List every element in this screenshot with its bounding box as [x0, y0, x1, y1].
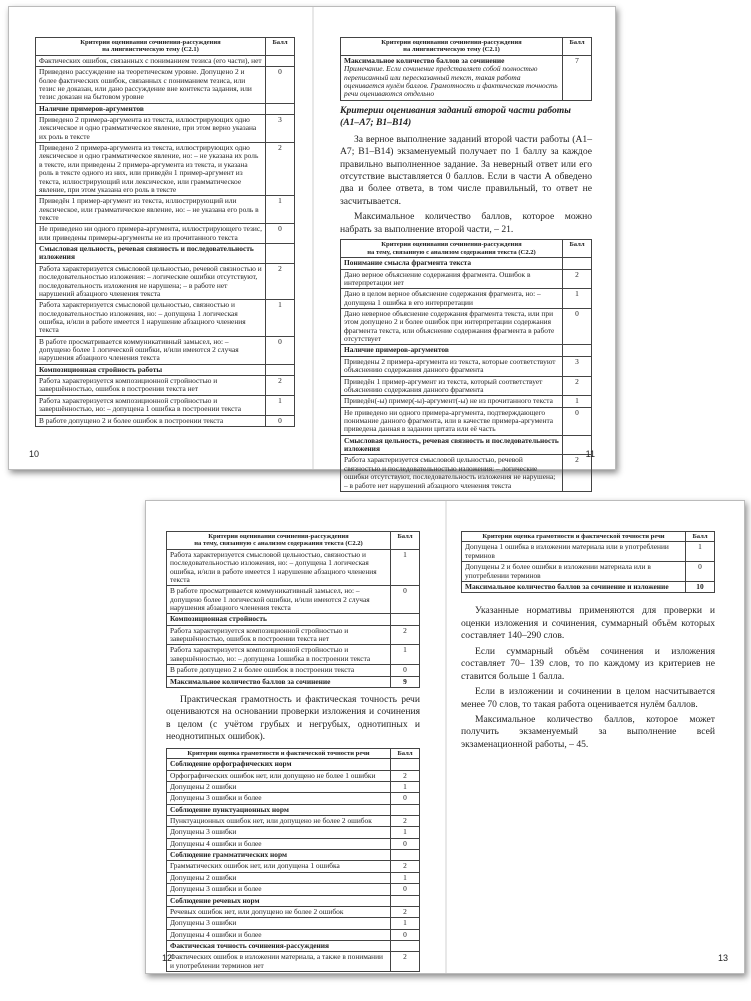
section-row [167, 940, 420, 951]
score-value: 2 [391, 861, 420, 872]
criterion-text: Приведён 1 пример-аргумент из текста, иллюстрирующий или лексическое, или грамматическое явление, но: – не указана его роль в тексте [36, 196, 266, 224]
criterion-text: Работа характеризуется смысловой цельностью, связностью и последовательностью изложения, но: – допущена 1 логическая ошибка, и/или в работе имеется 1 нарушение абзацного членения текста [167, 549, 391, 585]
literacy-criteria-table [166, 748, 420, 972]
table-row [341, 396, 592, 407]
criterion-text: Речевых ошибок нет, или допущено не более 2 ошибок [167, 906, 391, 917]
criterion-text: Композиционная стройность [167, 614, 391, 625]
section-row [167, 850, 420, 861]
criterion-text: Наличие примеров-аргументов [341, 345, 563, 356]
score-value: 3 [563, 356, 592, 376]
score-value [266, 55, 295, 66]
criterion-text: Фактическая точность сочинения-рассуждения [167, 940, 391, 951]
norms-text [461, 605, 715, 751]
score-value: 0 [391, 793, 420, 804]
score-value: 2 [266, 376, 295, 396]
section-row [36, 244, 295, 264]
score-value [266, 244, 295, 264]
criterion-text: Наличие примеров-аргументов [36, 103, 266, 114]
criterion-text: Работа характеризуется смысловой цельностью, связностью и последовательностью изложения, но: – допущена 1 логическая ошибка, и/или в работе имеется 1 нарушение абзацного членения текста [36, 300, 266, 336]
max-score-value: 7 [563, 55, 592, 100]
score-value: 0 [266, 67, 295, 103]
page-13 [447, 501, 744, 973]
table-row [167, 549, 420, 585]
table-row [167, 827, 420, 838]
score-value: 0 [563, 407, 592, 435]
criteria-table-c2-1-max [340, 37, 592, 101]
paragraph: Максимальное количество баллов, которое можно набрать за выполнение второй части, – 21. [340, 211, 592, 235]
criterion-text: В работе просматривается коммуникативный замысел, но: – допущено более 1 логической ошибки, и/или имеются 2 случая нарушения абзацного членения текста [167, 586, 391, 614]
paragraph: Если суммарный объём сочинения и изложения составляет 70– 139 слов, то по каждому из критериев не ставится больше 1 балла. [461, 645, 715, 682]
max-score-row [167, 676, 420, 687]
criterion-text: Не приведено ни одного примера-аргумента, иллюстрирующего тезис, или приведены примеры-аргументы не из прочитанного текста [36, 224, 266, 244]
criterion-text: В работе просматривается коммуникативный замысел, но: – допущено более 1 логической ошибки, и/или имеются 2 случая нарушения абзацного членения текста [36, 336, 266, 364]
table-row [341, 289, 592, 309]
criterion-text: Максимальное количество баллов за сочинение [167, 676, 391, 687]
score-column-header: Балл [563, 38, 592, 56]
table-row [167, 906, 420, 917]
page-10 [9, 7, 312, 469]
table-title: Критерии оценивания сочинения-рассуждения на тему, связанную с анализом содержания текста (С2.2) [167, 532, 391, 550]
table-row [167, 861, 420, 872]
criterion-text: Соблюдение грамматических норм [167, 850, 391, 861]
criterion-text: Смысловая цельность, речевая связность и последовательность изложения [341, 435, 563, 455]
table-row [167, 586, 420, 614]
section-row [167, 614, 420, 625]
score-value: 2 [266, 263, 295, 299]
criterion-text: Дано в целом верное объяснение содержания фрагмента, но: – допущена 1 ошибка в его интерпретации [341, 289, 563, 309]
page-number: 11 [585, 449, 595, 459]
section-row [341, 258, 592, 269]
table-row [36, 67, 295, 103]
table-row [36, 300, 295, 336]
table-row [341, 455, 592, 491]
score-column-header: Балл [391, 532, 420, 550]
score-value: 2 [391, 770, 420, 781]
section-row [167, 895, 420, 906]
table-row [36, 376, 295, 396]
table-row [167, 884, 420, 895]
criterion-text: Допущены 2 и более ошибки в изложении материала или в употреблении терминов [462, 562, 686, 582]
max-score-cell: Максимальное количество баллов за сочинение Примечание. Если сочинение представляет собой полностью переписанный или пересказанный текст, такая работа оценивается нулём баллов. Грамотность и фактическая точность речи оцениваются отдельно [341, 55, 563, 100]
score-value: 1 [391, 827, 420, 838]
score-value [391, 614, 420, 625]
section-heading: Критерии оценивания заданий второй части работы (А1–А7; В1–В14) [340, 104, 571, 129]
criterion-text: Допущены 3 ошибки и более [167, 884, 391, 895]
criterion-text: В работе допущено 2 и более ошибок в построении текста [36, 415, 266, 426]
score-value: 0 [391, 665, 420, 676]
score-value [266, 364, 295, 375]
score-value: 0 [266, 415, 295, 426]
page-11 [314, 7, 615, 490]
table-row [341, 356, 592, 376]
score-column-header: Балл [391, 748, 420, 758]
score-value: 1 [391, 549, 420, 585]
score-column-header: Балл [266, 38, 295, 56]
score-value: 2 [391, 952, 420, 972]
spread-pages-10-11 [8, 6, 616, 490]
criteria-table-c2-2-cont [166, 531, 420, 688]
criterion-text: Работа характеризуется композиционной стройностью и завершённостью, ошибок в построении текста нет [36, 376, 266, 396]
score-value: 3 [266, 115, 295, 143]
paragraph: Максимальное количество баллов, которое может получить экзаменуемый за выполнение всей экзаменационной работы, – 45. [461, 713, 715, 750]
score-value: 2 [391, 816, 420, 827]
score-value: 1 [266, 300, 295, 336]
page-number: 10 [29, 449, 40, 459]
score-value: 0 [563, 309, 592, 345]
criterion-text: Допущены 3 ошибки и более [167, 793, 391, 804]
score-value: 0 [391, 586, 420, 614]
table-row [462, 542, 715, 562]
score-value: 0 [686, 562, 715, 582]
score-value [391, 940, 420, 951]
paragraph: Указанные нормативы применяются для проверки и оценки изложения и сочинения, суммарный объём которых составляет 140–290 слов. [461, 605, 715, 642]
criterion-text: Не приведено ни одного примера-аргумента, подтверждающего понимание данного фрагмента, или в качестве примера-аргумента приведена данная в задании цитата или её часть [341, 407, 563, 435]
table-row [36, 395, 295, 415]
criterion-text: Допущены 4 ошибки и более [167, 838, 391, 849]
criterion-text: Смысловая цельность, речевая связность и последовательность изложения [36, 244, 266, 264]
table-row [341, 407, 592, 435]
criterion-text: Понимание смысла фрагмента текста [341, 258, 563, 269]
criterion-text: Допущены 2 ошибки [167, 781, 391, 792]
score-value: 0 [391, 838, 420, 849]
page-number: 12 [162, 953, 173, 963]
score-value [563, 345, 592, 356]
table-row [167, 645, 420, 665]
criterion-text: Работа характеризуется композиционной стройностью и завершённостью, но: – допущена 1 ошибка в построении текста [36, 395, 266, 415]
criterion-text: Работа характеризуется смысловой цельностью, речевой связностью и последовательностью изложения: – логические ошибки отсутствуют, последовательность изложения не нарушена; – в работе нет нарушений абзацного членения текста [36, 263, 266, 299]
paragraph: Практическая грамотность и фактическая точность речи оцениваются на основании проверки изложения и сочинения в целом (с учётом грубых и негрубых, однотипных и неоднотипных ошибок). [166, 693, 420, 743]
table-row [36, 143, 295, 196]
table-title: Критерии оценивания сочинения-рассуждения на лингвистическую тему (С2.1) [36, 38, 266, 56]
paragraph: За верное выполнение заданий второй части работы (А1–А7; В1–В14) экзаменуемый получает по 1 баллу за каждое правильно выполненное задание. За неверный ответ или его отсутствие выставляется 0 баллов. Если в части А обведено два и более ответа, в том числе правильный, то ответ не засчитывается. [340, 133, 592, 207]
score-value [266, 103, 295, 114]
score-value: 0 [391, 884, 420, 895]
table-row [36, 115, 295, 143]
criterion-text: Допущены 3 ошибки [167, 918, 391, 929]
table-row [167, 665, 420, 676]
part2-text [340, 105, 592, 237]
score-value: 0 [266, 336, 295, 364]
section-row [36, 103, 295, 114]
criterion-text: Допущены 4 ошибки и более [167, 929, 391, 940]
paragraph: Если в изложении и сочинении в целом насчитывается менее 70 слов, то такая работа оценивается нулём баллов. [461, 686, 715, 710]
criteria-table-c2-1 [35, 37, 295, 427]
table-row [167, 781, 420, 792]
score-value: 2 [391, 906, 420, 917]
table-title: Критерии оценивания сочинения-рассуждения на лингвистическую тему (С2.1) [341, 38, 563, 56]
table-title: Критерии оценка грамотности и фактической точности речи [167, 748, 391, 758]
score-value: 2 [563, 269, 592, 289]
score-column-header: Балл [563, 240, 592, 258]
section-row [36, 364, 295, 375]
section-row [341, 345, 592, 356]
table-row [167, 952, 420, 972]
score-value [391, 850, 420, 861]
table-row [341, 376, 592, 396]
section-row [167, 759, 420, 770]
criterion-text: Работа характеризуется композиционной стройностью и завершённостью, но: – допущена 1ошибка в построении текста [167, 645, 391, 665]
criterion-text: Допущены 3 ошибки [167, 827, 391, 838]
literacy-criteria-table-cont [461, 531, 715, 593]
criterion-text: Орфографических ошибок нет, или допущено не более 1 ошибки [167, 770, 391, 781]
score-value [391, 759, 420, 770]
criterion-text: Дано верное объяснение содержания фрагмента. Ошибок в интерпретации нет [341, 269, 563, 289]
criterion-text: Допущена 1 ошибка в изложении материала или в употреблении терминов [462, 542, 686, 562]
table-title: Критерии оценивания сочинения-рассуждения на тему, связанную с анализом содержания текста (С2.2) [341, 240, 563, 258]
table-row [167, 838, 420, 849]
score-value [391, 895, 420, 906]
score-value: 1 [266, 395, 295, 415]
score-value: 1 [391, 918, 420, 929]
table-row [167, 929, 420, 940]
table-row [341, 309, 592, 345]
table-row [36, 263, 295, 299]
criterion-text: Дано неверное объяснение содержания фрагмента текста, или при этом допущено 2 и более ошибок при интерпретации содержания фрагмента текста, или объяснение содержания фрагмента в работе отсутствует [341, 309, 563, 345]
score-value: 1 [563, 396, 592, 407]
table-title: Критерии оценка грамотности и фактической точности речи [462, 532, 686, 542]
table-row [167, 625, 420, 645]
criterion-text: Фактических ошибок, связанных с пониманием тезиса (его части), нет [36, 55, 266, 66]
section-row [341, 435, 592, 455]
criterion-text: Работа характеризуется композиционной стройностью и завершённостью, ошибок в построении текста нет [167, 625, 391, 645]
criterion-text: Приведено 2 примера-аргумента из текста, иллюстрирующих одно лексическое и одно грамматическое явление, при этом верно указана их роль в тексте [36, 115, 266, 143]
criterion-text: Пунктуационных ошибок нет, или допущено не более 2 ошибок [167, 816, 391, 827]
table-row [36, 55, 295, 66]
table-row [36, 415, 295, 426]
criterion-text: Приведены 2 примера-аргумента из текста, которые соответствуют объяснению содержания данного фрагмента [341, 356, 563, 376]
table-row [167, 793, 420, 804]
score-value: 0 [266, 224, 295, 244]
criterion-text: Приведён(-ы) пример(-ы)-аргумент(-ы) не из прочитанного текста [341, 396, 563, 407]
criteria-table-c2-2 [340, 239, 592, 492]
note: Примечание. Если сочинение представляет собой полностью переписанный или пересказанный текст, такая работа оценивается нулём баллов. Грамотность и фактическая точность речи оцениваются отдельно [344, 64, 558, 99]
score-value: 1 [563, 289, 592, 309]
score-value: 0 [391, 929, 420, 940]
score-value: 10 [686, 581, 715, 592]
score-value: 2 [563, 455, 592, 491]
criterion-text: В работе допущено 2 и более ошибок в построении текста [167, 665, 391, 676]
table-row [167, 816, 420, 827]
table-row [36, 336, 295, 364]
table-row [167, 872, 420, 883]
score-value: 1 [391, 872, 420, 883]
spread-pages-12-13 [145, 500, 745, 974]
table-row [167, 770, 420, 781]
criterion-text: Приведено рассуждение на теоретическом уровне. Допущено 2 и более фактических ошибок, связанных с пониманием тезиса, или тезис не доказан, или дано рассуждение вне контекста задания, или тезис доказан на бытовом уровне [36, 67, 266, 103]
criterion-text: Грамматических ошибок нет, или допущена 1 ошибка [167, 861, 391, 872]
score-value: 1 [391, 645, 420, 665]
criterion-text: Фактических ошибок в изложении материала, а также в понимании и употреблении терминов нет [167, 952, 391, 972]
criterion-text: Максимальное количество баллов за сочинение и изложение [462, 581, 686, 592]
score-value: 9 [391, 676, 420, 687]
criterion-text: Соблюдение пунктуационных норм [167, 804, 391, 815]
criterion-text: Композиционная стройность работы [36, 364, 266, 375]
criterion-text: Приведён 1 пример-аргумент из текста, который соответствует объяснению содержания данного фрагмента [341, 376, 563, 396]
score-value: 1 [686, 542, 715, 562]
criterion-text: Приведено 2 примера-аргумента из текста, иллюстрирующих одно лексическое и одно грамматическое явление, но: – не указана их роль в тексте, или приведены 2 примера-аргумента из текста, и указана роль в тексте одного из них, или приведён 1 пример-аргумент из текста, иллюстрирующий или лексическое, или грамматическое явление, при этом указана его роль в тексте [36, 143, 266, 196]
score-column-header: Балл [686, 532, 715, 542]
table-row [36, 196, 295, 224]
table-row [167, 918, 420, 929]
max-score-row [462, 581, 715, 592]
page-number: 13 [717, 953, 728, 963]
table-row [36, 224, 295, 244]
score-value [391, 804, 420, 815]
table-row [462, 562, 715, 582]
table-row [341, 269, 592, 289]
criterion-text: Соблюдение орфографических норм [167, 759, 391, 770]
score-value [563, 258, 592, 269]
section-row [167, 804, 420, 815]
score-value: 2 [266, 143, 295, 196]
criterion-text: Работа характеризуется смысловой цельностью, речевой связностью и последовательностью изложения: – логические ошибки отсутствуют, последовательность изложения не нарушена; – в работе нет нарушений абзацного членения текста [341, 455, 563, 491]
score-value: 1 [391, 781, 420, 792]
score-value: 1 [266, 196, 295, 224]
criterion-text: Допущены 2 ошибки [167, 872, 391, 883]
score-value: 2 [391, 625, 420, 645]
literacy-text [166, 694, 420, 744]
page-12 [146, 501, 445, 973]
criterion-text: Соблюдение речевых норм [167, 895, 391, 906]
score-value: 2 [563, 376, 592, 396]
